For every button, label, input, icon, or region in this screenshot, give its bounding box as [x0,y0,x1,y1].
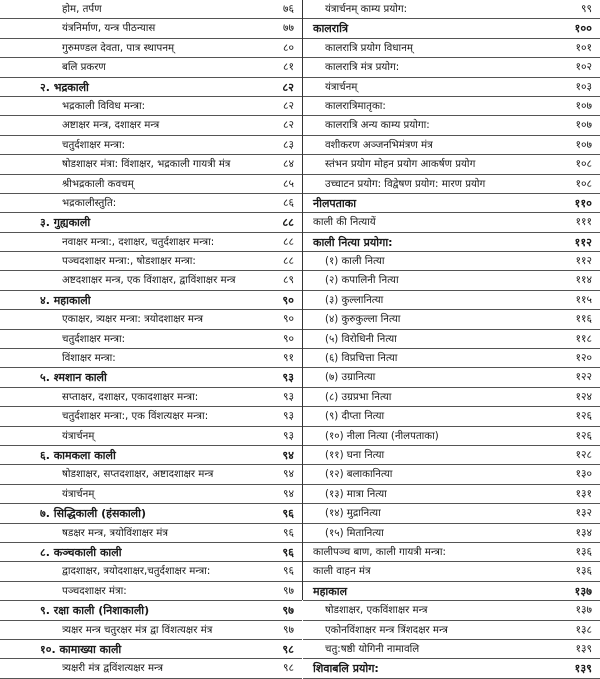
toc-entry-title: काली वाहन मंत्र [313,566,371,578]
toc-page-number: १०७ [575,119,592,132]
toc-page-number: ११० [574,196,592,210]
toc-page-number: १३६ [575,565,592,578]
toc-entry-title: यंत्रार्चनम् [62,430,95,442]
toc-entry-title: काली नित्या प्रयोगा: [313,235,393,249]
toc-entry [0,407,302,426]
toc-entry [303,504,600,523]
toc-page-number: ९४ [282,487,294,500]
toc-entry-title: (७) उग्रानित्या [325,372,376,384]
toc-entry-title: षोडशाक्षर मंत्रा: विंशाक्षर, भद्रकाली गायत्री मंत्र [62,159,231,171]
toc-entry-title: एकाक्षर, त्र्यक्षर मन्त्रा: त्रयोदशाक्षर मन्त्र [62,314,203,326]
toc-entry-title: विंशाक्षर मन्त्रा: [62,353,116,365]
toc-entry-title: चतु:षष्ठी योगिनी नामावलि [325,643,420,655]
toc-entry-title: ४. महाकाली [40,293,91,307]
toc-entry-title: बलि प्रकरण [62,62,106,74]
toc-entry [303,175,600,194]
toc-page-number: ९६ [282,507,294,521]
toc-entry [303,640,600,659]
toc-entry-title: कालरात्रि प्रयोग विधानम् [325,42,413,54]
toc-entry [0,427,302,446]
toc-page-number: ९७ [282,584,294,597]
toc-entry [0,155,302,174]
toc-entry [303,330,600,349]
toc-entry [0,465,302,484]
toc-page-number: ८२ [282,80,294,94]
toc-entry [303,39,600,58]
toc-page-number: १०० [574,22,592,36]
toc-entry [0,175,302,194]
toc-entry-title: (४) कुरुकुल्ला नित्या [325,314,401,326]
toc-entry [0,252,302,271]
toc-entry-title: यंत्रार्चनम् [325,81,358,93]
toc-entry-title: (११) घना नित्या [325,449,385,461]
toc-section-heading [0,78,302,97]
toc-page-number: १३७ [575,604,592,617]
toc-entry-title: यंत्रार्चनम् [62,488,95,500]
toc-entry-title: वशीकरण अञ्जनभिमंत्रण मंत्र [325,139,433,151]
toc-section-heading [303,582,600,601]
toc-page-number: ९७ [282,623,294,636]
toc-entry-title: (१२) बलाकानित्या [325,469,393,481]
toc-entry-title: (३) कुल्लानित्या [325,294,384,306]
toc-page-number: १३४ [575,526,592,539]
toc-page-number: १०७ [575,138,592,151]
toc-page-number: ८४ [282,158,294,171]
toc-page-number: ८२ [282,99,294,112]
toc-entry-title: (१) काली नित्या [325,256,385,268]
toc-page-number: १०२ [575,61,592,74]
toc-page-number: १०१ [575,41,592,54]
toc-entry-title: (८) उग्रप्रभा नित्या [325,391,392,403]
toc-entry [0,659,302,678]
toc-entry [303,562,600,581]
toc-page-number: १०८ [575,158,592,171]
toc-page-number: ९६ [282,545,294,559]
toc-right-column [303,0,600,679]
toc-entry-title: गुरुमण्डल देवता, पात्र स्थापनम् [62,42,175,54]
toc-entry-title: यंत्रनिर्माण, यन्त्र पीठन्यास [62,23,156,35]
toc-entry [303,252,600,271]
toc-page-number: १३९ [575,642,592,655]
toc-section-heading [0,601,302,620]
toc-page-number: ११८ [575,332,592,345]
toc-page-number: ९० [282,313,294,326]
toc-page-number: ११२ [575,255,592,268]
toc-entry-title: ५. श्मशान काली [40,371,107,385]
toc-entry [0,271,302,290]
toc-page-number: ८८ [282,235,294,248]
toc-entry-title: षोडशाक्षर, सप्तदशाक्षर, अष्टादशाक्षर मन्त्र [62,469,214,481]
toc-page-number: ९३ [282,410,294,423]
toc-entry-title: कालरात्रि [313,22,349,36]
toc-page-number: ८५ [282,177,294,190]
toc-entry [303,97,600,116]
toc-entry [303,621,600,640]
toc-page-number: ९३ [282,371,294,385]
toc-entry-title: ९. रक्षा काली (निशाकाली) [40,604,150,618]
toc-entry [303,543,600,562]
toc-entry-title: भद्रकालीस्तुति: [62,197,117,209]
toc-page-number: १२२ [575,371,592,384]
toc-section-heading [0,446,302,465]
toc-entry [303,524,600,543]
toc-page-number: १२६ [575,429,592,442]
toc-entry-title: त्र्यक्षर मन्त्र चतुरक्षर मंत्र द्वा विंशत्यक्षर मंत्र [62,624,213,636]
toc-entry-title: महाकाल [313,584,348,598]
toc-entry-title: काली की नित्यायें [313,217,376,229]
toc-entry [0,0,302,19]
toc-entry-title: (६) विप्रचित्ता नित्या [325,353,398,365]
toc-page-number: ८० [282,41,294,54]
toc-entry-title: कालीपञ्च बाण, काली गायत्री मन्त्रा: [313,546,446,558]
toc-page-number: ११६ [575,313,592,326]
toc-entry-title: शिवाबलि प्रयोग: [313,662,379,676]
toc-section-heading [0,291,302,310]
toc-entry [303,155,600,174]
toc-page-number: १३६ [575,545,592,558]
toc-page-number: ७६ [282,3,294,15]
toc-section-heading [303,233,600,252]
toc-entry [303,136,600,155]
toc-entry-title: (१०) नीला नित्या (नीलपताका) [325,430,439,442]
toc-entry-title: पञ्चदशाक्षर मंत्रा: [62,585,127,597]
toc-page-number: १०८ [575,177,592,190]
toc-entry [0,485,302,504]
toc-entry-title: नवाक्षर मन्त्रा:, दशाक्षर, चतुर्दशाक्षर मन्त्रा: [62,236,215,248]
toc-page-number: ९८ [282,642,294,656]
toc-entry-title: षोडशाक्षर, एकविंशाक्षर मन्त्र [325,605,428,617]
toc-entry [0,582,302,601]
toc-entry [0,97,302,116]
toc-entry [303,368,600,387]
toc-page-number: ९४ [282,448,294,462]
toc-entry [303,116,600,135]
toc-page-number: १२६ [575,410,592,423]
toc-page-number: ९४ [282,468,294,481]
toc-entry-title: कालरात्रिमातृका: [325,100,386,112]
toc-page-number: ८६ [282,196,294,209]
toc-entry [0,562,302,581]
toc-page-number: ९९ [580,3,592,15]
toc-entry [0,233,302,252]
toc-page-number: ९३ [282,390,294,403]
toc-entry [303,271,600,290]
toc-page-number: १३८ [575,623,592,636]
toc-section-heading [0,543,302,562]
toc-entry-title: (१३) मात्रा नित्या [325,488,387,500]
toc-entry-title: चतुर्दशाक्षर मन्त्रा: [62,139,126,151]
toc-page-number: ९७ [282,604,294,618]
toc-section-heading [0,368,302,387]
toc-page-number: ९६ [282,565,294,578]
toc-entry-title: कालरात्रि मंत्र प्रयोग: [325,62,400,74]
toc-entry [303,465,600,484]
toc-entry [303,388,600,407]
toc-entry-title: भद्रकाली विविध मन्त्रा: [62,100,146,112]
toc-section-heading [0,640,302,659]
toc-entry-title: २. भद्रकाली [40,80,89,94]
toc-entry-title: (१४) मुद्रानित्या [325,508,381,520]
toc-page-number: ११५ [575,293,592,306]
toc-entry [303,291,600,310]
toc-entry [0,194,302,213]
toc-entry-title: ८. कञ्चकाली काली [40,545,122,559]
toc-entry [0,621,302,640]
toc-entry-title: नीलपताका [313,196,357,210]
toc-entry-title: (९) दीप्ता नित्या [325,411,385,423]
toc-entry [303,601,600,620]
toc-entry-title: द्वादशाक्षर, त्रयोदशाक्षर,चतुर्दशाक्षर मन्त्रा: [62,566,211,578]
toc-entry-title: अष्टदशाक्षर मन्त्र, एक विंशाक्षर, द्वाविंशाक्षर मन्त्र [62,275,236,287]
toc-entry-title: कालरात्रि अन्य काम्य प्रयोगा: [325,120,430,132]
toc-section-heading [303,659,600,678]
toc-entry [303,310,600,329]
toc-page-number: १२८ [575,448,592,461]
toc-page-number: ९१ [282,352,294,365]
toc-entry [303,0,600,19]
toc-entry-title: होम, तर्पण [62,4,102,15]
toc-entry [0,524,302,543]
toc-page-number: १०७ [575,99,592,112]
toc-entry [303,213,600,232]
toc-entry [303,485,600,504]
toc-page-number: १२४ [575,390,592,403]
toc-section-heading [0,213,302,232]
toc-page-number: ११४ [575,274,592,287]
toc-entry [0,58,302,77]
toc-entry-title: ७. सिद्धिकाली (हंसकाली) [40,507,147,521]
toc-entry [303,78,600,97]
toc-entry [303,427,600,446]
toc-entry-title: ३. गुह्यकाली [40,216,91,230]
toc-entry [303,349,600,368]
toc-entry-title: यंत्रार्चनम् काम्य प्रयोग: [325,4,408,15]
toc-page-number: १३२ [575,507,592,520]
toc-entry-title: षडक्षर मन्त्र, त्रयोविंशाक्षर मंत्र [62,527,169,539]
toc-entry [0,116,302,135]
toc-entry-title: एकोनविंशाक्षर मन्त्र त्रिंशदक्षर मन्त्र [325,624,448,636]
toc-page-number: ८३ [282,138,294,151]
toc-entry [303,58,600,77]
toc-entry [0,330,302,349]
toc-page-number: १३७ [574,584,592,598]
toc-page-number: ९० [282,293,294,307]
toc-entry-title: (१५) मितानित्या [325,527,384,539]
toc-page-number: ९६ [282,526,294,539]
toc-entry [0,310,302,329]
toc-entry [0,388,302,407]
toc-page-number: १३९ [574,662,592,676]
toc-section-heading [303,194,600,213]
toc-page-number: ८१ [282,61,294,74]
toc-entry-title: ६. कामकला काली [40,448,116,462]
toc-page-number: ९३ [282,429,294,442]
toc-page-number: ८९ [282,274,294,287]
toc-section-heading [0,504,302,523]
toc-page-number: ११२ [574,235,592,249]
toc-page-number: १०३ [575,80,592,93]
toc-entry-title: पञ्चदशाक्षर मन्त्रा:, षोडशाक्षर मन्त्रा: [62,256,196,268]
toc-section-heading [303,19,600,38]
toc-page-number: १११ [575,216,592,229]
toc-entry [0,136,302,155]
toc-entry-title: (२) कपालिनी नित्या [325,275,399,287]
toc-page-number: ८८ [282,216,294,230]
toc-page-number: ८२ [282,119,294,132]
toc-entry [303,446,600,465]
toc-entry [0,39,302,58]
toc-entry-title: (५) विरोधिनी नित्या [325,333,397,345]
toc-entry [0,349,302,368]
toc-entry-title: स्तंभन प्रयोग मोहन प्रयोग आकर्षण प्रयोग [325,159,476,171]
toc-page-number: ७७ [282,22,294,35]
toc-entry-title: सप्ताक्षर, दशाक्षर, एकादशाक्षर मन्त्रा: [62,391,199,403]
toc-entry-title: श्रीभद्रकाली कवचम् [62,178,134,190]
toc-entry-title: त्र्यक्षरी मंत्र द्वविंशत्यक्षर मन्त्र [62,663,163,675]
toc-entry-title: चतुर्दशाक्षर मन्त्रा: [62,333,126,345]
toc-entry-title: चतुर्दशाक्षर मन्त्रा:, एक विंशत्यक्षर मन्त्रा: [62,411,209,423]
toc-entry-title: १०. कामाख्या काली [40,642,122,656]
toc-entry [303,407,600,426]
toc-page-number: १३० [575,468,592,481]
toc-page-number: १३१ [575,487,592,500]
toc-page-number: ९० [282,332,294,345]
toc-page-number: ८८ [282,255,294,268]
toc-entry-title: अष्टाक्षर मन्त्र, दशाक्षर मन्त्र [62,120,160,132]
toc-page-number: १२० [575,352,592,365]
toc-entry-title: उच्चाटन प्रयोग: विद्वेषण प्रयोग: मारण प्रयोग [325,178,486,190]
toc-entry [0,19,302,38]
toc-page-number: ९८ [282,662,294,675]
